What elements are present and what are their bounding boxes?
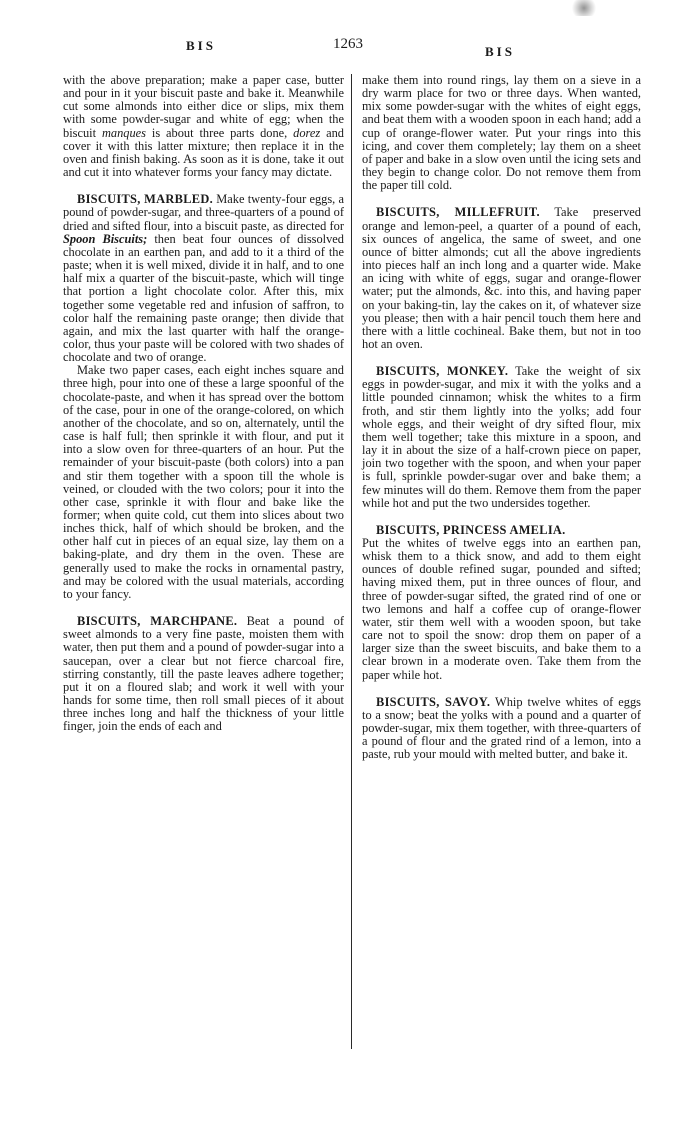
entry-paragraph: BISCUITS, SAVOY. Whip twelve whites of eggs to a snow; beat the yolks with a pound and a quarter of powder-sugar, mix them together, with three-quarters of a pound of flour and the grated rind of a lemon, into a paste, rub your mould with melted butter, and bake it.: [362, 694, 641, 762]
entry-title: BISCUITS, PRINCESS AMELIA.: [376, 522, 566, 537]
left-column: [63, 74, 344, 734]
column-divider: [351, 74, 352, 1049]
entry-title: BISCUITS, SAVOY.: [376, 694, 491, 709]
entry-biscuits-marchpane: [63, 615, 344, 733]
page-number: 1263: [333, 36, 363, 52]
entry-paragraph: BISCUITS, MARBLED. Make twenty-four eggs, a pound of powder-sugar, and three-quarters of a pound of dried and sifted flour, into a biscuit paste, as directed for Spoon Biscuits; then beat four ounces of dissolved chocolate in an earthen pan, and add to it a third of the paste; when it is well mixed, divide it in half, and to one half mix a quarter of the biscuit-paste, which will tinge that portion a light chocolate color. After this, mix together some vegetable red and infusion of saffron, to color half the remaining paste orange; then divide that again, and mix the last quarter with half the orange-color, thus your paste will be colored with two shades of chocolate and two of orange.: [63, 192, 344, 365]
term-dorez: dorez: [293, 125, 321, 140]
entry-title: BISCUITS, MILLEFRUIT.: [376, 205, 540, 220]
entry-biscuits-marbled: [63, 193, 344, 601]
entry-biscuits-monkey: [362, 365, 641, 510]
continuation-paragraph: with the above preparation; make a paper case, butter and pour in it your biscuit paste and bake it. Meanwhile cut some almonds into either dice or slips, mix them with some powder-sugar and white of egg; when the biscuit manques is about three parts done, dorez and cover it with this latter mixture; then replace it in the oven and finish baking. As soon as it is done, take it out and cut it into whatever forms your fancy may dictate.: [63, 73, 344, 180]
entry-title: BISCUITS, MARBLED.: [77, 192, 214, 207]
entry-paragraph: Put the whites of twelve eggs into an earthen pan, whisk them to a thick snow, and add to them eight ounces of double refined sugar, pounded and sifted; having mixed them, put in three ounces of flour, and three of powder-sugar sifted, the grated rind of one or two lemons and half a coffee cup of orange-flower water, stir them well with a wooden spoon, but take care not to spoil the snow: drop them on paper of a larger size than the sweet biscuits, and bake them to a clear brown in a moderate oven. Take them from the paper while hot.: [362, 536, 641, 682]
running-header: [0, 36, 700, 60]
entry-paragraph: Make two paper cases, each eight inches square and three high, pour into one of these a large spoonful of the chocolate-paste, and when it has spread over the bottom of the case, pour in one of the orange-colored, on which another of the chocolate, and so on, alternately, until the case is half full; then sprinkle it with flour, and put it into a slow oven for three-quarters of an hour. Put the remainder of your biscuit-paste (both colors) into a pan and stir them together with a spoon till the whole is veined, or clouded with the two colors; pour it into the other case, sprinkle it with flour and bake like the former; when quite cold, cut them into slices about two inches thick, half of which should be broken, and the other half cut in pieces of an equal size, lay them on a baking-plate, and dry them in the oven. These are generally used to make the rocks in ornamental pastry, and may be colored with the usual materials, according to your fancy.: [63, 363, 344, 601]
entry-biscuits-savoy: [362, 696, 641, 762]
header-left-keyword: BIS: [186, 38, 216, 53]
entry-title: BISCUITS, MARCHPANE.: [77, 614, 238, 629]
entry-paragraph: BISCUITS, MARCHPANE. Beat a pound of sweet almonds to a very fine paste, moisten them with water, then put them and a pound of powder-sugar into a saucepan, over a clear but not fierce charcoal fire, stirring constantly, till the paste leaves adhere together; put it on a floured slab; and work it well with your hands for some time, then roll small pieces of it about three inches long and half the thickness of your little finger, join the ends of each and: [63, 614, 344, 734]
entry-title: BISCUITS, MONKEY.: [376, 364, 509, 379]
entry-paragraph: BISCUITS, MONKEY. Take the weight of six eggs in powder-sugar, and mix it with the yolks and a little pounded cinnamon; whisk the whites to a firm froth, and stir them lightly into the yolks; add four whole eggs, and their weight of dry sifted flour, mix them well together; take this mixture in a spoon, and lay it in about the size of a half-crown piece on paper, join two together with the spoon, and when your paper is full, sprinkle powder-sugar over and bake them; a few minutes will do them. Remove them from the paper while hot and put the two undersides together.: [362, 364, 641, 510]
print-smudge: [570, 0, 598, 16]
right-column: [362, 74, 641, 762]
term-manques: manques: [101, 125, 146, 140]
entry-biscuits-millefruit: [362, 206, 641, 351]
continuation-paragraph: make them into round rings, lay them on a sieve in a dry warm place for two or three days. When wanted, mix some powder-sugar with the whites of eight eggs, and beat them with a wooden spoon in each hand; add a cup of orange-flower water. Put your rings into this icing, and cover them completely; lay them on a sheet of paper and bake in a slow oven until the icing sets and they begin to change color. Do not remove them from the paper till cold.: [362, 73, 641, 193]
entry-biscuits-princess-amelia: [362, 524, 641, 682]
header-right-keyword: BIS: [485, 44, 515, 59]
entry-paragraph: BISCUITS, MILLEFRUIT. Take preserved orange and lemon-peel, a quarter of a pound of each, six ounces of angelica, the same of sweet, and one ounce of bitter almonds; cut all the above ingredients into pieces half an inch long and a quarter wide. Make an icing with white of eggs, sugar and orange-flower water; put the almonds, &c. into this, and having paper on your baking-tin, lay the cakes on it, of whatever size you please; then with a hair pencil touch them here and there with a little cochineal. Bake them, but not in too hot an oven.: [362, 205, 642, 351]
cross-reference: Spoon Biscuits;: [63, 231, 148, 246]
